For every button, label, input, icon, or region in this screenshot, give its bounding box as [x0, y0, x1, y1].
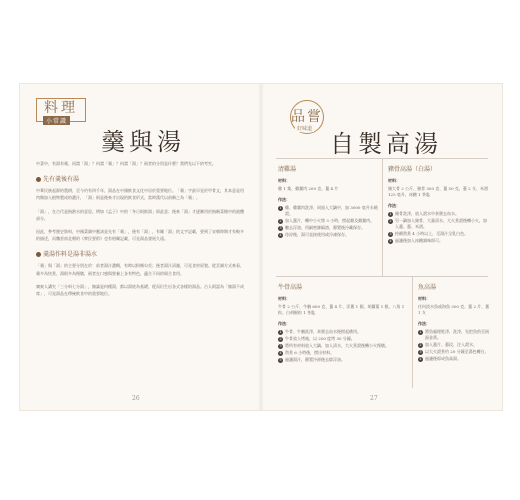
body-paragraph: 因此，參考歷史資料，中國菜調中應該是先有「羹」，後有「湯」，有關「湯」的文字記載，要到了宋朝時期才有較多的描述，而魏晉南北朝的《齊民要術》也有相關記載，可見湯品發展久遠。 [36, 229, 244, 242]
step-item: 2 另一鍋加入豬骨、大量清水，大火煮滾後轉小火，加入薑、蔥、米酒。 [389, 218, 487, 229]
section-heading: 羹湯作料是湯非湯水 [36, 249, 246, 258]
badge-title: 料理 [44, 100, 78, 116]
steps-list [278, 329, 408, 363]
bullet-dot-icon [36, 177, 41, 182]
method-label: 作法： [388, 203, 400, 208]
recipe-card [388, 164, 488, 245]
step-number-icon: 3 [389, 231, 392, 236]
body-paragraph: 「湯」，在古代是指熱水的意思。例如《孟子》中的「冬日則飲湯」即此意；後來「湯」才逐漸用於指稱菜餚中的液體部分。 [36, 208, 244, 221]
book-spread [20, 84, 502, 410]
page-number: 27 [370, 395, 378, 402]
step-item: 3 持續熬煮 4 小時以上，至湯汁呈乳白色。 [389, 231, 469, 236]
recipe-title: 清雞湯 [278, 166, 297, 173]
ingredients-text: 雞 1 隻、雞翼肉 200 克、薑 4 片 [278, 186, 339, 191]
step-number-icon: 2 [279, 218, 282, 223]
step-item: 1 牛骨、牛腩洗淨，汆燙去血水後撈起備用。 [279, 329, 361, 334]
step-number-icon: 3 [279, 343, 282, 348]
ingredients-label: 材料： [388, 178, 400, 183]
step-number-icon: 4 [279, 350, 282, 355]
badge-subtitle: 小常識 [43, 116, 70, 125]
page-number: 26 [132, 395, 140, 402]
tasting-badge [280, 100, 332, 144]
step-number-icon: 4 [389, 238, 392, 243]
steps-list [418, 329, 490, 362]
step-item: 5 過濾湯汁，靜置冷卻後去除浮油。 [279, 357, 345, 362]
ingredients-text: 牛骨 2 公斤、牛腩 600 克、薑 4 片、洋蔥 1 個、胡蘿蔔 1 根、八角 1 粒、白胡椒粒 1 茶匙 [278, 304, 405, 315]
step-number-icon: 1 [419, 329, 422, 334]
step-item: 4 熬煮 6 小時後，撈出材料。 [279, 350, 335, 355]
left-page [20, 84, 260, 410]
step-item: 4 過濾後即成魚高湯。 [419, 356, 461, 361]
article-body [36, 160, 246, 303]
method-label: 作法： [418, 321, 430, 326]
body-paragraph: 「羹」與「湯」的主要分別在於：前者湯汁濃稠，有時以粉類勾芡；後者湯汁清澈，可見食材原貌。從烹調方式來看，羹多為快煮，湯則多為慢燉，兩者在口感與營養上各有特色，適合不同的場合食用。 [36, 263, 244, 276]
badge-subtitle: 好味道 [297, 126, 313, 132]
bullet-dot-icon [36, 252, 41, 257]
recipe-title: 豬骨高湯（白湯） [388, 166, 437, 173]
method-label: 作法： [278, 321, 290, 326]
step-number-icon: 1 [279, 329, 282, 334]
step-number-icon: 4 [279, 232, 282, 237]
intro-paragraph: 中菜中，有湯有羹，同謂「湯」？何謂「羹」？何謂「湯」？兩者的分別是什麼？我們先以下的考究。 [36, 161, 216, 166]
steps-list [278, 205, 378, 238]
step-item: 3 將所有材料放入大鍋，加入清水，大火煮滾後轉小火慢燉。 [279, 343, 389, 348]
body-paragraph: 廣東人講究「三分料七分湯」，無論是何種湯，都以湯底為基礎，從而衍生出各式各樣的湯品。古人則認為「無湯不成席」，可見湯品在傳統飲食中的重要地位。 [36, 283, 244, 297]
right-page [262, 84, 502, 410]
ingredients-label: 材料： [278, 296, 290, 301]
grid-divider [276, 276, 488, 277]
step-item: 1 豬骨洗淨，放入滾水中汆燙去血水。 [389, 211, 459, 216]
step-number-icon: 2 [389, 218, 392, 223]
page-title: 羹與湯 [101, 128, 185, 156]
ingredients-text: 任何淡水魚或海魚 300 克、薑 2 片、蔥 1 支 [418, 304, 490, 315]
step-number-icon: 3 [419, 349, 422, 354]
recipe-card [418, 282, 490, 363]
section-heading: 先有羹後有湯 [36, 174, 246, 183]
page-title: 自製高湯 [330, 130, 442, 158]
step-item: 4 過濾後加入冰糖調味即可。 [389, 238, 443, 243]
step-number-icon: 1 [389, 211, 392, 216]
recipe-card [278, 164, 378, 239]
step-item: 2 加入薑片、蔥段，注入滾水。 [419, 342, 477, 347]
grid-divider [382, 158, 383, 276]
step-number-icon: 2 [279, 336, 282, 341]
ingredients-label: 材料： [418, 296, 430, 301]
step-item: 3 撇去浮油，用細密篩隔渣，靜置後冷藏保存。 [279, 225, 365, 230]
step-item: 2 加入薑片，轉中小火煲 3 小時，撈起雞及雞翼肉。 [279, 218, 375, 223]
ingredients-label: 材料： [278, 178, 290, 183]
recipe-card [278, 282, 408, 364]
recipe-title: 牛骨高湯 [278, 284, 303, 291]
step-number-icon: 1 [279, 205, 282, 210]
step-item: 2 牛骨放入烤箱，以 200 度烤 30 分鐘。 [279, 336, 355, 341]
steps-list [388, 211, 488, 244]
body-paragraph: 中華民族起源的農耕，至今約有四千年，湯品在中國飲食文化中居於重要地位。「羹」字最早見於甲骨文，其本意是用肉類加入植物製成的濃汁，「湯」則是後來才出現的飲食形式，當時漢代以前稱之為「羹」。 [36, 188, 244, 201]
step-item: 1 將魚處理乾淨，洗淨，先把魚煎至兩面金黃。 [419, 329, 489, 340]
grid-divider [412, 276, 413, 388]
cooking-tips-badge [36, 98, 86, 125]
method-label: 作法： [278, 197, 290, 202]
step-number-icon: 5 [279, 357, 282, 362]
step-item: 4 待涼後，湯可直接使用或冷凍保存。 [279, 232, 349, 237]
step-item: 1 雞、雞翼肉洗淨，同放入大鍋中，加 3000 毫升水燒滾。 [279, 205, 378, 216]
step-number-icon: 4 [419, 356, 422, 361]
step-number-icon: 3 [279, 225, 282, 230]
step-item: 3 以大火滾煮約 20 分鐘至湯色轉白。 [419, 349, 489, 354]
step-number-icon: 2 [419, 342, 422, 347]
badge-title: 品嘗 [291, 109, 323, 125]
ingredients-text: 豬大骨 2 公斤、豬骨 300 克、薑 50 克、蔥 2 支、米酒 125 毫升、冰糖 1 茶匙 [388, 186, 488, 197]
recipe-title: 魚高湯 [418, 284, 437, 291]
